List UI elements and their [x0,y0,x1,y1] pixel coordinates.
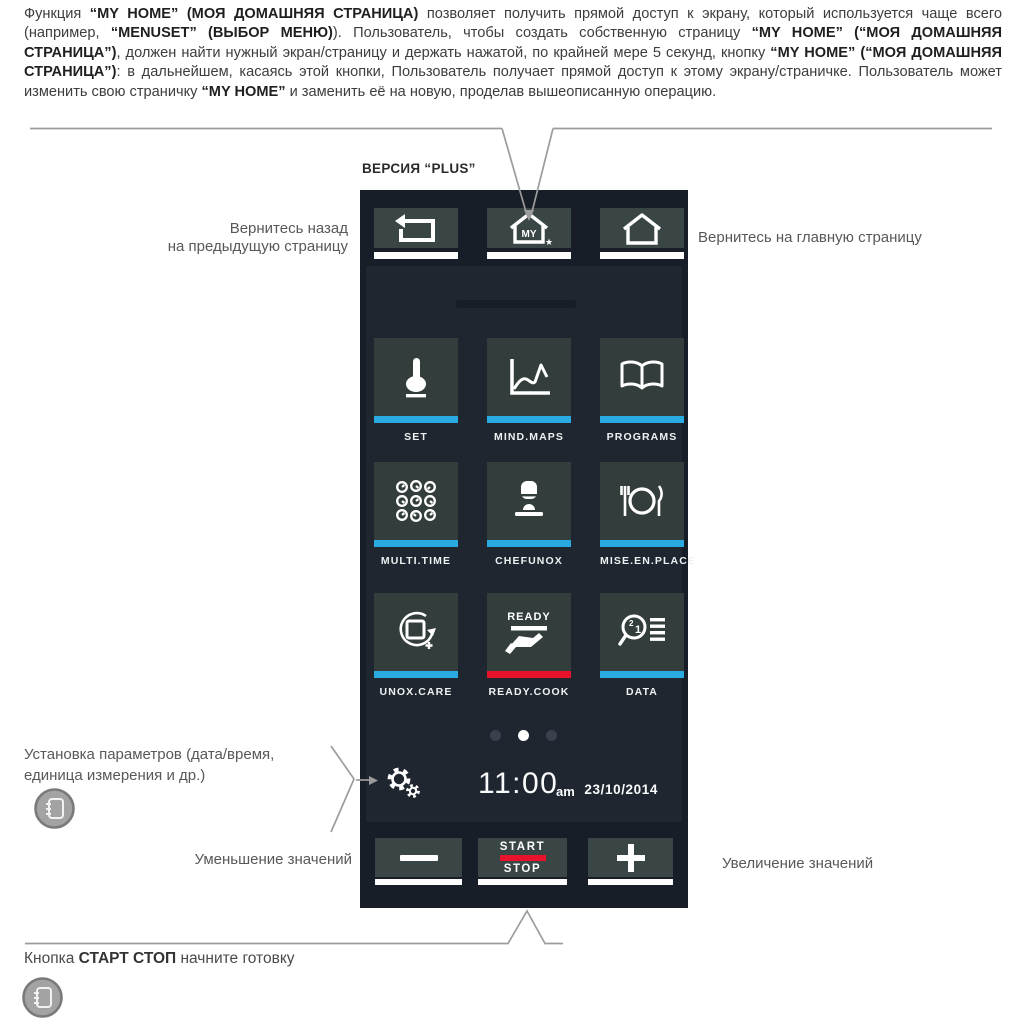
tile-unox-care[interactable] [374,593,458,698]
start-stop-button[interactable] [478,838,567,877]
annotation-back-line2: на предыдущую страницу [167,237,348,255]
annotation-increase: Увеличение значений [722,855,874,872]
tile-accent-bar [374,671,458,678]
manual-booklet-icon [33,787,76,830]
start-stop-button-underline [478,879,567,885]
tile-label: MIND.MAPS [494,431,564,443]
page-dot [546,730,557,741]
svg-text:2: 2 [629,619,634,628]
tile-label: UNOX.CARE [379,686,453,698]
tile-accent-bar [600,671,684,678]
home-icon [614,210,670,246]
page-indicator [490,730,557,741]
ready-hand-icon [503,608,555,656]
tile-chefunox[interactable] [487,462,571,567]
minus-icon [400,855,438,861]
page-dot-active [518,730,529,741]
back-arrow-icon [391,212,441,244]
back-button-underline [374,252,458,259]
manual-booklet-icon [21,976,64,1019]
annotation-decrease: Уменьшение значений [194,851,352,868]
svg-text:MY: MY [521,229,537,240]
my-home-button[interactable] [487,208,571,248]
annotation-back-line1: Вернитесь назад [229,220,348,237]
tile-label: MISE.EN.PLACE [600,555,696,567]
plate-cutlery-icon [618,482,666,520]
tile-accent-bar [487,540,571,547]
tile-ready-cook[interactable] [487,593,571,698]
tile-multi-time[interactable] [374,462,458,567]
touch-hand-icon [394,354,438,400]
multi-clock-icon [393,478,439,524]
tile-label: SET [404,431,428,443]
chef-icon [509,479,549,523]
search-data-icon [617,610,667,654]
clock-date: 23/10/2014 [584,782,658,797]
annotation-settings-line2: единица измерения и др.) [24,766,206,784]
tile-label: MULTI.TIME [380,555,452,567]
tile-label: PROGRAMS [606,431,678,443]
plus-button-underline [588,879,673,885]
line-chart-icon [506,355,552,399]
plus-icon [615,842,647,874]
tile-data[interactable] [600,593,684,698]
tile-label: DATA [625,686,658,698]
annotation-settings [24,745,274,786]
start-stop-caption: Кнопка СТАРТ СТОП начните готовку [24,950,295,967]
tile-accent-bar [487,416,571,423]
star-icon: ★ [545,237,554,246]
svg-text:1: 1 [635,624,642,636]
open-book-icon [618,359,666,395]
stop-label: STOP [503,862,542,875]
my-home-icon [501,210,557,246]
tile-accent-bar [600,540,684,547]
tile-set[interactable] [374,338,458,443]
my-home-button-underline [487,252,571,259]
version-label: ВЕРСИЯ “PLUS” [362,161,476,176]
annotation-back [100,220,348,255]
tile-accent-bar [374,540,458,547]
annotation-home: Вернитесь на главную страницу [698,229,922,246]
ghost-text [456,300,576,308]
start-stop-red-bar [500,855,546,861]
tile-accent-bar [487,671,571,678]
minus-button[interactable] [375,838,462,877]
tile-accent-bar [600,416,684,423]
start-label: START [499,840,546,853]
tile-mise-en-place[interactable] [600,462,696,567]
svg-text:READY: READY [507,611,551,623]
home-button-underline [600,252,684,259]
page-dot [490,730,501,741]
intro-paragraph: Функция “MY HOME” (МОЯ ДОМАШНЯЯ СТРАНИЦА) позволяет получить прямой доступ к экрану, который используется чаще всего (например, “MENUSET” (ВЫБОР МЕНЮ)). Пользователь, чтобы создать собственную страницу “MY HOME” (“МОЯ ДОМАШНЯЯ СТРАНИЦА”), должен найти нужный экран/страницу и держать нажатой, по крайней мере 5 секунд, кнопку “MY HOME” (“МОЯ ДОМАШНЯЯ СТРАНИЦА”): в дальнейшем, касаясь этой кнопки, Пользователь получает прямой доступ к этому экрану/страничке. Пользователь может изменить свою страничку “MY HOME” и заменить её на новую, проделав вышеописанную операцию. [24,6,1003,100]
tile-accent-bar [374,416,458,423]
clock-time: 11:00 [478,767,559,800]
tile-programs[interactable] [600,338,684,443]
minus-button-underline [375,879,462,885]
annotation-settings-line1: Установка параметров (дата/время, [24,746,275,763]
tile-mind-maps[interactable] [487,338,571,443]
back-button[interactable] [374,208,458,248]
tile-label: CHEFUNOX [495,555,563,567]
tile-label: READY.COOK [488,686,570,698]
home-button[interactable] [600,208,684,248]
oven-touchscreen [360,190,696,908]
care-refresh-icon [393,609,439,655]
clock-meridiem: am [556,784,575,799]
settings-gear-icon[interactable] [382,764,428,800]
plus-button[interactable] [588,838,673,877]
